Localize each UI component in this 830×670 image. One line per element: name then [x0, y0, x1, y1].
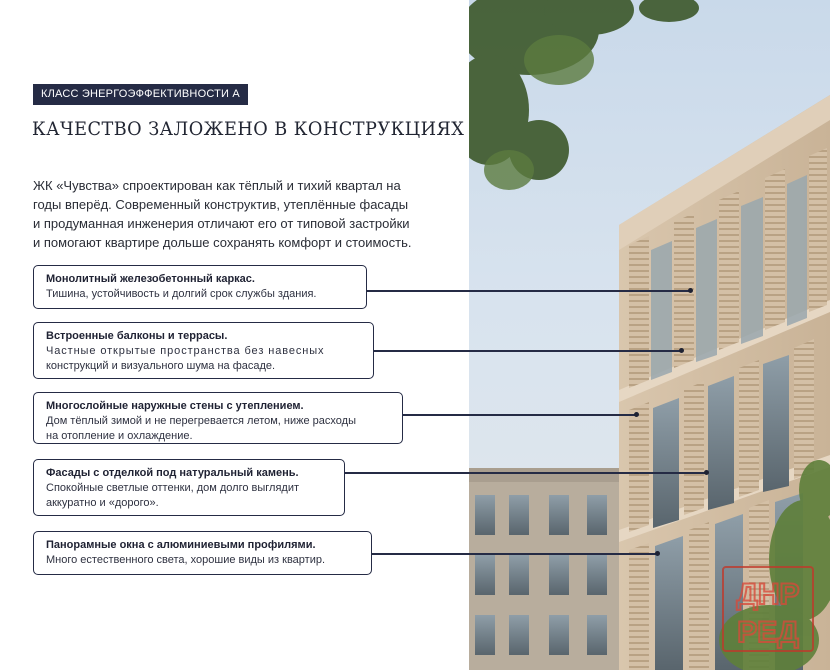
feature-text [46, 414, 390, 444]
feature-card-walls [33, 392, 403, 444]
feature-heading: Фасады с отделкой под натуральный камень. [46, 467, 299, 479]
feature-text [46, 553, 359, 568]
feature-text-line: Много естественного света, хорошие виды из квартир. [46, 554, 326, 566]
feature-text-line: на отопление и охлаждение. [46, 430, 193, 442]
feature-text-line: Дом тёплый зимой и не перегревается летом, ниже расходы [46, 415, 356, 427]
feature-card-facades [33, 459, 345, 516]
feature-text [46, 287, 354, 302]
intro-paragraph [33, 176, 453, 252]
feature-text-line: Спокойные светлые оттенки, дом долго выглядит [46, 482, 300, 494]
leader-dot [704, 470, 709, 475]
leader-line [344, 472, 706, 474]
leader-dot [655, 551, 660, 556]
feature-heading: Встроенные балконы и террасы. [46, 330, 228, 342]
watermark-line1: ДНР [736, 578, 800, 611]
leader-dot [688, 288, 693, 293]
feature-heading: Панорамные окна с алюминиевыми профилями. [46, 539, 316, 551]
page-title: КАЧЕСТВО ЗАЛОЖЕНО В КОНСТРУКЦИЯХ [32, 118, 465, 140]
feature-text [46, 344, 361, 374]
feature-card-balconies [33, 322, 374, 379]
feature-text-line: аккуратно и «дорого». [46, 497, 159, 509]
feature-heading: Монолитный железобетонный каркас. [46, 273, 255, 285]
feature-text-line: Частные открытые пространства без навесных [46, 345, 325, 357]
watermark-logo [722, 566, 814, 652]
leader-line [402, 414, 636, 416]
feature-text [46, 481, 332, 511]
leader-dot [679, 348, 684, 353]
intro-line: и продуманная инженерия отличают его от типовой застройки [33, 216, 410, 231]
intro-line: ЖК «Чувства» спроектирован как тёплый и тихий квартал на [33, 178, 401, 193]
leader-line [366, 290, 690, 292]
energy-class-badge: КЛАСС ЭНЕРГОЭФФЕКТИВНОСТИ А [33, 84, 248, 105]
feature-card-windows [33, 531, 372, 575]
watermark-line2: РЕД [737, 616, 799, 649]
feature-text-line: Тишина, устойчивость и долгий срок службы здания. [46, 288, 317, 300]
leader-dot [634, 412, 639, 417]
leader-line [371, 553, 657, 555]
intro-line: и помогают квартире дольше сохранять комфорт и стоимость. [33, 235, 412, 250]
feature-card-frame [33, 265, 367, 309]
intro-line: годы вперёд. Современный конструктив, утеплённые фасады [33, 197, 409, 212]
leader-line [373, 350, 681, 352]
feature-heading: Многослойные наружные стены с утеплением. [46, 400, 304, 412]
feature-text-line: конструкций и визуального шума на фасаде. [46, 360, 276, 372]
